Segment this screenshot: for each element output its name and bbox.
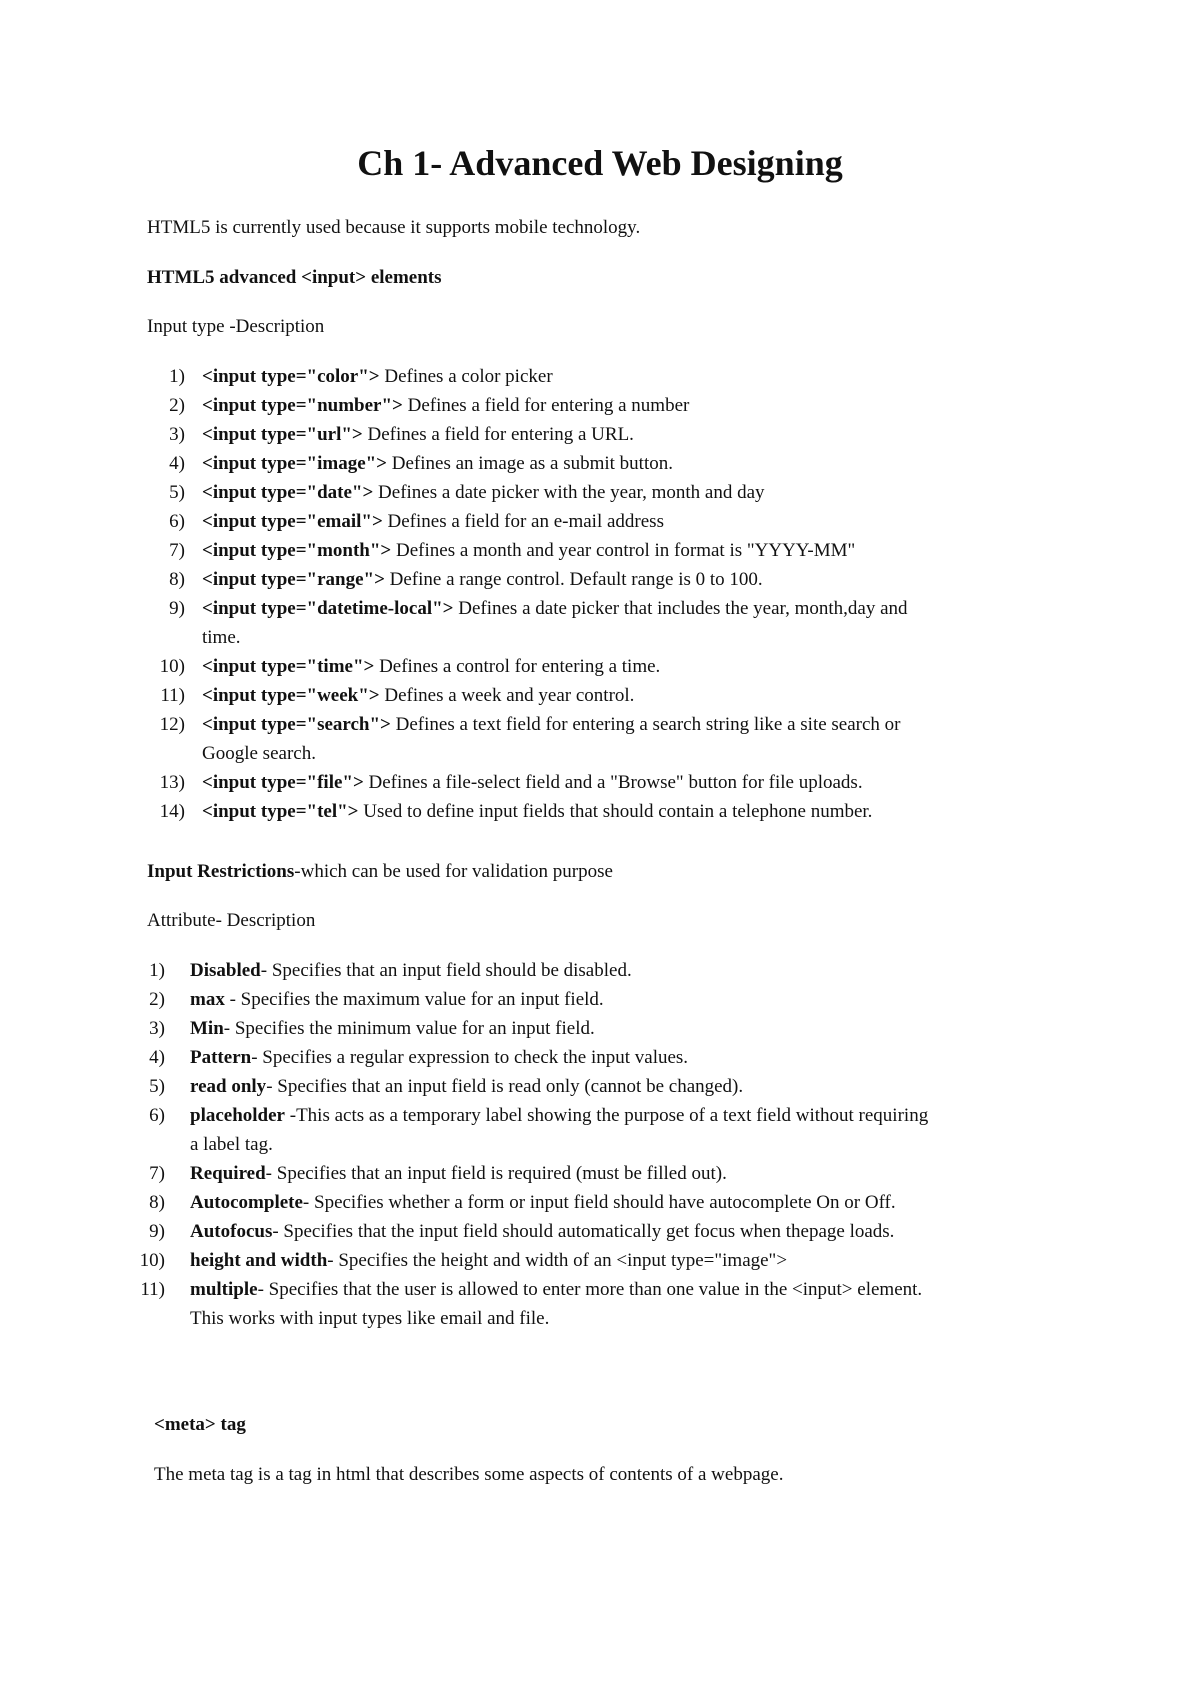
- list-item: [190, 1279, 922, 1301]
- attribute-description: - Specifies a regular expression to check the input values.: [251, 1047, 689, 1068]
- list-item-continuation: time.: [202, 627, 241, 648]
- input-type-code: <input type="url">: [202, 424, 363, 445]
- restrictions-heading-rest: -which can be used for validation purpose: [294, 861, 613, 882]
- input-type-description: Defines a color picker: [379, 366, 553, 387]
- list-item-number: 1): [149, 960, 165, 981]
- list-item: [202, 801, 872, 823]
- restrictions-heading-bold: Input Restrictions: [147, 861, 295, 882]
- input-type-code: <input type="image">: [202, 453, 387, 474]
- input-type-description: Defines an image as a submit button.: [387, 453, 673, 474]
- list-item-number: 12): [159, 714, 185, 735]
- input-column-caption: Input type -Description: [147, 316, 325, 337]
- list-item-number: 4): [149, 1047, 165, 1068]
- attribute-term: max: [190, 989, 225, 1010]
- list-item: [190, 1105, 928, 1127]
- list-item: [190, 960, 632, 982]
- list-item: [190, 1047, 688, 1069]
- list-item: [190, 1221, 894, 1243]
- list-item-number: 6): [169, 511, 185, 532]
- list-item: [190, 1163, 727, 1185]
- attribute-description: - Specifies the maximum value for an input field.: [224, 989, 604, 1010]
- input-type-code: <input type="date">: [202, 482, 374, 503]
- list-item: [190, 1018, 595, 1040]
- input-type-description: Defines a month and year control in format is "YYYY-MM": [391, 540, 856, 561]
- list-item-number: 4): [169, 453, 185, 474]
- attribute-description: - Specifies that an input field is read only (cannot be changed).: [266, 1076, 744, 1097]
- list-item-number: 2): [149, 989, 165, 1010]
- list-item-continuation: a label tag.: [190, 1134, 273, 1155]
- input-type-code: <input type="tel">: [202, 801, 359, 822]
- restrictions-column-caption: Attribute- Description: [147, 910, 316, 931]
- list-item-number: 6): [149, 1105, 165, 1126]
- list-item-number: 14): [159, 801, 185, 822]
- attribute-term: multiple: [190, 1279, 258, 1300]
- attribute-term: Disabled: [190, 960, 261, 981]
- list-item-continuation: Google search.: [202, 743, 316, 764]
- input-type-code: <input type="datetime-local">: [202, 598, 454, 619]
- input-type-code: <input type="time">: [202, 656, 375, 677]
- attribute-term: Autofocus: [190, 1221, 273, 1242]
- list-item-number: 13): [159, 772, 185, 793]
- list-item-number: 3): [149, 1018, 165, 1039]
- meta-heading: <meta> tag: [154, 1414, 246, 1435]
- attribute-term: Autocomplete: [190, 1192, 303, 1213]
- attribute-term: Pattern: [190, 1047, 252, 1068]
- input-type-code: <input type="color">: [202, 366, 380, 387]
- list-item: [202, 511, 664, 533]
- input-type-description: Defines a field for entering a number: [402, 395, 690, 416]
- list-item: [202, 598, 908, 620]
- input-type-description: Used to define input fields that should contain a telephone number.: [358, 801, 873, 822]
- attribute-term: Required: [190, 1163, 266, 1184]
- input-type-code: <input type="email">: [202, 511, 383, 532]
- list-item-number: 8): [169, 569, 185, 590]
- input-type-code: <input type="search">: [202, 714, 391, 735]
- attribute-description: -This acts as a temporary label showing the purpose of a text field without requiring: [285, 1105, 929, 1126]
- list-item: [202, 656, 660, 678]
- attribute-term: height and width: [190, 1250, 328, 1271]
- list-item: [202, 714, 901, 736]
- list-item-number: 8): [149, 1192, 165, 1213]
- input-type-description: Defines a date picker with the year, month and day: [373, 482, 765, 503]
- input-type-description: Defines a text field for entering a search string like a site search or: [390, 714, 901, 735]
- input-type-description: Define a range control. Default range is 0 to 100.: [384, 569, 763, 590]
- attribute-term: Min: [190, 1018, 224, 1039]
- list-item-number: 5): [169, 482, 185, 503]
- input-type-code: <input type="range">: [202, 569, 385, 590]
- input-type-description: Defines a week and year control.: [379, 685, 635, 706]
- attribute-description: - Specifies that an input field should be disabled.: [260, 960, 632, 981]
- attribute-description: - Specifies that the user is allowed to enter more than one value in the <input> element.: [257, 1279, 923, 1300]
- list-item: [202, 482, 765, 504]
- list-item-number: 10): [159, 656, 185, 677]
- list-item: [202, 540, 855, 562]
- list-item-number: 7): [169, 540, 185, 561]
- input-type-code: <input type="file">: [202, 772, 364, 793]
- attribute-description: - Specifies the minimum value for an input field.: [223, 1018, 595, 1039]
- attribute-description: - Specifies that an input field is required (must be filled out).: [265, 1163, 727, 1184]
- page-title: Ch 1- Advanced Web Designing: [357, 143, 843, 183]
- input-type-description: Defines a control for entering a time.: [374, 656, 661, 677]
- list-item-number: 2): [169, 395, 185, 416]
- meta-paragraph: The meta tag is a tag in html that describes some aspects of contents of a webpage.: [154, 1464, 784, 1485]
- attribute-term: placeholder: [190, 1105, 285, 1126]
- input-type-code: <input type="month">: [202, 540, 392, 561]
- restrictions-heading: [147, 861, 613, 883]
- list-item-number: 11): [140, 1279, 165, 1300]
- list-item: [202, 395, 689, 417]
- input-type-code: <input type="number">: [202, 395, 403, 416]
- attribute-description: - Specifies whether a form or input field should have autocomplete On or Off.: [302, 1192, 896, 1213]
- list-item-number: 9): [169, 598, 185, 619]
- list-item: [202, 424, 634, 446]
- list-item: [202, 569, 763, 591]
- intro-paragraph: HTML5 is currently used because it supports mobile technology.: [147, 217, 641, 238]
- list-item-number: 5): [149, 1076, 165, 1097]
- list-item-number: 3): [169, 424, 185, 445]
- list-item-number: 11): [160, 685, 185, 706]
- list-item: [190, 1192, 896, 1214]
- attribute-term: read only: [190, 1076, 267, 1097]
- input-section-heading: HTML5 advanced <input> elements: [147, 267, 442, 288]
- list-item: [190, 989, 604, 1011]
- list-item: [190, 1250, 787, 1272]
- list-item: [202, 453, 673, 475]
- list-item: [202, 772, 863, 794]
- attribute-description: - Specifies the height and width of an <input type="image">: [327, 1250, 788, 1271]
- list-item-number: 9): [149, 1221, 165, 1242]
- list-item-number: 10): [139, 1250, 165, 1271]
- list-item-number: 7): [149, 1163, 165, 1184]
- input-type-code: <input type="week">: [202, 685, 380, 706]
- input-type-description: Defines a field for an e-mail address: [382, 511, 664, 532]
- input-type-description: Defines a file-select field and a "Browse" button for file uploads.: [363, 772, 863, 793]
- attribute-description: - Specifies that the input field should automatically get focus when thepage loads.: [272, 1221, 895, 1242]
- input-type-description: Defines a date picker that includes the year, month,day and: [453, 598, 908, 619]
- input-type-description: Defines a field for entering a URL.: [362, 424, 634, 445]
- list-item: [190, 1076, 743, 1098]
- list-item-number: 1): [169, 366, 185, 387]
- list-item: [202, 685, 634, 707]
- list-item: [202, 366, 553, 388]
- list-item-continuation: This works with input types like email and file.: [190, 1308, 550, 1329]
